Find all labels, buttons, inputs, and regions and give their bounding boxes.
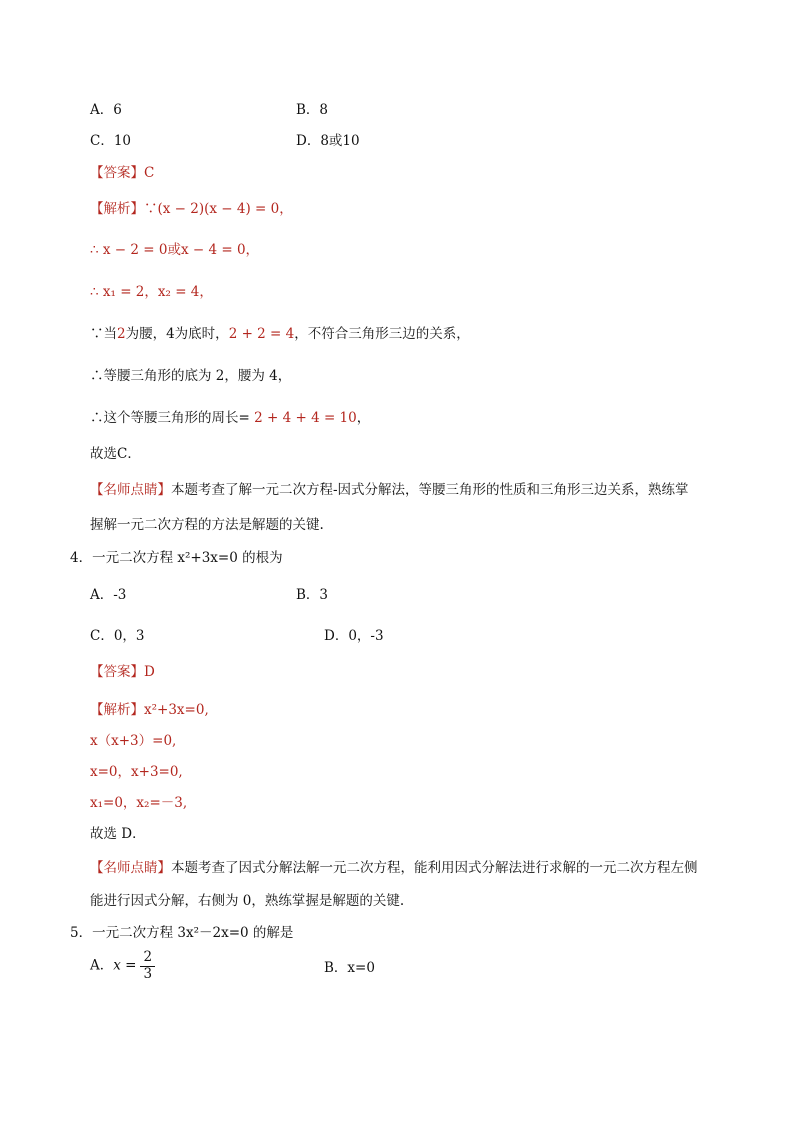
q5-a-denominator: 3 xyxy=(143,965,153,982)
q4-option-b: B．3 xyxy=(296,587,329,603)
q3-step6-c: ， xyxy=(356,410,371,426)
q5-a-var: x = xyxy=(113,957,137,974)
q4-analysis-step3: x=0，x+3=0, xyxy=(90,764,183,780)
q5-a-prefix: A． xyxy=(90,957,114,974)
q4-answer xyxy=(90,662,155,682)
q3-analysis-step1 xyxy=(90,199,293,219)
q3-step6-b: 2 + 4 + 4 = 10 xyxy=(249,410,357,426)
q4-comment-line1 xyxy=(90,858,698,878)
q4-answer-label: 【答案】 xyxy=(90,664,144,680)
q3-comment-text1: 本题考查了解一元二次方程-因式分解法，等腰三角形的性质和三角形三边关系，熟练掌 xyxy=(171,482,689,498)
q4-s1: x²+3x=0, xyxy=(144,702,209,718)
q4-option-a: A．-3 xyxy=(90,587,127,603)
q4-option-d: D．0，-3 xyxy=(324,628,384,644)
q3-step4-b: 2 xyxy=(117,326,126,342)
q3-option-a: A．6 xyxy=(90,102,122,118)
q3-comment-label: 【名师点睛】 xyxy=(90,482,171,498)
q3-answer xyxy=(90,163,154,183)
q4-comment-text1: 本题考查了因式分解法解一元二次方程，能利用因式分解法进行求解的一元二次方程左侧 xyxy=(171,860,698,876)
q3-answer-value: C xyxy=(144,165,155,181)
q4-comment-label: 【名师点睛】 xyxy=(90,860,171,876)
q4-analysis-step4: x₁=0，x₂=－3, xyxy=(90,795,188,811)
q4-analysis-label: 【解析】 xyxy=(90,702,144,718)
q3-option-b: B．8 xyxy=(296,102,329,118)
q3-step4-c: 为腰，4为底时， xyxy=(125,326,229,342)
q4-analysis-step2: x（x+3）=0, xyxy=(90,733,177,749)
q3-step1-text: ∵(x − 2)(x − 4) = 0， xyxy=(144,201,293,217)
q3-option-d: D．8或10 xyxy=(296,133,360,149)
q4-choose: 故选 D． xyxy=(90,826,146,842)
q4-analysis-step1 xyxy=(90,700,209,720)
q4-answer-value: D xyxy=(144,664,155,680)
q5-option-a xyxy=(90,950,155,982)
q3-step4-d: 2 + 2 = 4 xyxy=(228,326,295,342)
q3-analysis-step5: ∴等腰三角形的底为 2，腰为 4， xyxy=(90,368,292,384)
q3-option-c: C．10 xyxy=(90,133,132,149)
q5-a-numerator: 2 xyxy=(140,950,155,967)
q5-option-b: B．x=0 xyxy=(324,960,375,976)
q3-analysis-step2: ∴ x − 2 = 0或x − 4 = 0， xyxy=(90,242,260,258)
q3-analysis-step4 xyxy=(90,324,470,344)
q4-option-c: C．0，3 xyxy=(90,628,145,644)
q3-analysis-step6 xyxy=(90,408,370,428)
q4-comment-line2: 能进行因式分解，右侧为 0，熟练掌握是解题的关键. xyxy=(90,893,405,909)
q3-comment-line1 xyxy=(90,480,689,500)
q3-answer-label: 【答案】 xyxy=(90,165,144,181)
q3-comment-line2: 握解一元二次方程的方法是解题的关键. xyxy=(90,517,324,533)
q3-step6-a: ∴这个等腰三角形的周长= xyxy=(90,410,250,426)
q3-choose: 故选C． xyxy=(90,446,141,462)
q3-analysis-step3: ∴ x₁ = 2，x₂ = 4， xyxy=(90,284,213,300)
q5-stem: 5．一元二次方程 3x²－2x=0 的解是 xyxy=(70,925,294,941)
q3-step4-e: ，不符合三角形三边的关系， xyxy=(294,326,470,342)
q4-stem: 4．一元二次方程 x²+3x=0 的根为 xyxy=(70,550,283,566)
q3-analysis-label: 【解析】 xyxy=(90,201,144,217)
q5-a-fraction xyxy=(140,950,155,982)
q3-step4-a: ∵当 xyxy=(90,326,117,342)
